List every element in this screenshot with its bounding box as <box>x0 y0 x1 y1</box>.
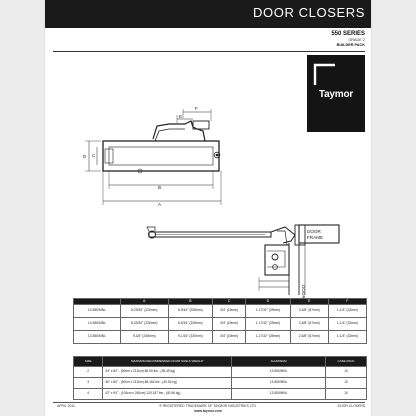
size-cell: 2 <box>74 367 103 378</box>
series-divider <box>53 51 365 52</box>
top-view-drawing <box>85 109 221 205</box>
logo-mark-icon <box>313 61 339 87</box>
table-row <box>74 378 367 389</box>
sizes-header-pack: CASE PACK <box>325 357 366 367</box>
door-sizes-table <box>73 356 367 400</box>
table-row <box>74 318 367 331</box>
table-row <box>74 305 367 318</box>
model-cell: 13-550/MNL <box>74 318 121 331</box>
dim-cell: 1-1/4" (32mm) <box>328 331 366 344</box>
dim-cell: 3/4" (19mm) <box>213 305 246 318</box>
dim-cell: 1-1/4" (32mm) <box>328 318 366 331</box>
model-cell: 13-550/MNL <box>74 331 121 344</box>
dim-cell: 1-17/32" (39mm) <box>246 331 291 344</box>
side-view-labels <box>301 229 323 299</box>
series-block <box>331 31 365 47</box>
technical-drawing <box>45 55 324 299</box>
aluminum-cell: 13-550/MNL <box>232 378 326 389</box>
dimensions-header-d: D <box>246 299 291 305</box>
spec-sheet <box>45 0 371 416</box>
dim-cell: 9-1/16" (230mm) <box>168 331 213 344</box>
footer-date: APRIL 2011 <box>57 404 75 408</box>
series-pack: BUILDER PACK <box>336 43 365 47</box>
dim-cell: 1-1/4" (32mm) <box>328 305 366 318</box>
page-title: DOOR CLOSERS <box>253 5 365 20</box>
door-size-cell: 34" x 84" - (90cm x 213cm) 85-90 lbs - (35-45 kg) <box>103 367 232 378</box>
footer-section: DOOR CLOSERS <box>337 404 365 408</box>
dimension-label-a: A <box>158 202 162 207</box>
header-bar <box>45 0 371 28</box>
sizes-header-door: MAXIMUM RECOMMENDED DOOR SIZE & WEIGHT <box>103 357 232 367</box>
dim-cell: 2-5/8" (67mm) <box>290 331 328 344</box>
footer-website-link[interactable]: www.taymor.com <box>194 408 222 413</box>
dim-cell: 8-29/32" (226mm) <box>120 305 168 318</box>
dimensions-header-c: C <box>213 299 246 305</box>
dimension-label-d: D <box>83 154 87 159</box>
door-frame-label-line2: FRAME <box>307 235 324 240</box>
table-row <box>74 367 367 378</box>
dimension-label-c: C <box>92 153 96 158</box>
door-vertical-label: DOOR <box>301 285 306 299</box>
dim-cell: 2-5/8" (67mm) <box>290 305 328 318</box>
aluminum-cell: 13-550/MNL <box>232 367 326 378</box>
dim-cell: 1-17/32" (39mm) <box>246 305 291 318</box>
dimensions-header-e: E <box>290 299 328 305</box>
series-name: 550 SERIES <box>331 31 365 37</box>
logo-brand-text: Taymor <box>318 89 354 100</box>
door-frame-label-line1: DOOR <box>307 229 321 234</box>
dim-cell: 8-5/16" (208mm) <box>168 305 213 318</box>
dim-cell: 8-5/16" (208mm) <box>168 318 213 331</box>
dim-cell: 3/4" (19mm) <box>213 318 246 331</box>
dimensions-table <box>73 298 367 344</box>
dim-cell: 2-5/8" (67mm) <box>290 318 328 331</box>
case-pack-cell: 10 <box>325 367 366 378</box>
table-row <box>74 331 367 344</box>
dimensions-header-b: B <box>168 299 213 305</box>
case-pack-cell: 10 <box>325 389 366 400</box>
dimensions-header-a: A <box>120 299 168 305</box>
dimension-label-e: E <box>179 114 183 119</box>
dimension-label-b: B <box>158 185 162 190</box>
footer-trademark: ® REGISTERED TRADEMARK OF TAYMOR INDUSTRIES LTD. <box>159 404 257 408</box>
dim-cell: 3/4" (19mm) <box>213 331 246 344</box>
footer-divider <box>53 402 365 403</box>
sizes-header-aluminum: ALUMINUM <box>232 357 326 367</box>
door-size-cell: 42" x 94" - (105cm x 240cm) 120-187 lbs - (40-56 kg) <box>103 389 232 400</box>
table-row <box>74 389 367 400</box>
sizes-header-size: SIZE <box>74 357 103 367</box>
door-size-cell: 36" x 84" - (90cm x 213cm) 88-164 lbs - (40-54 kg) <box>103 378 232 389</box>
dim-cell: 8-29/32" (226mm) <box>120 318 168 331</box>
top-view-labels <box>83 106 198 207</box>
sizes-header-row <box>74 357 367 367</box>
footer-center <box>45 404 371 413</box>
dim-cell: 9-3/4" (248mm) <box>120 331 168 344</box>
size-cell: 3 <box>74 378 103 389</box>
dimension-label-f: F <box>195 106 198 111</box>
model-cell: 13-550/MNL <box>74 305 121 318</box>
case-pack-cell: 10 <box>325 378 366 389</box>
dim-cell: 1-17/32" (39mm) <box>246 318 291 331</box>
series-grade: GRADE 2 <box>348 38 365 42</box>
taymor-logo <box>307 55 365 132</box>
size-cell: 4 <box>74 389 103 400</box>
aluminum-cell: 13-550/MNL <box>232 389 326 400</box>
dimensions-header-f: F <box>328 299 366 305</box>
